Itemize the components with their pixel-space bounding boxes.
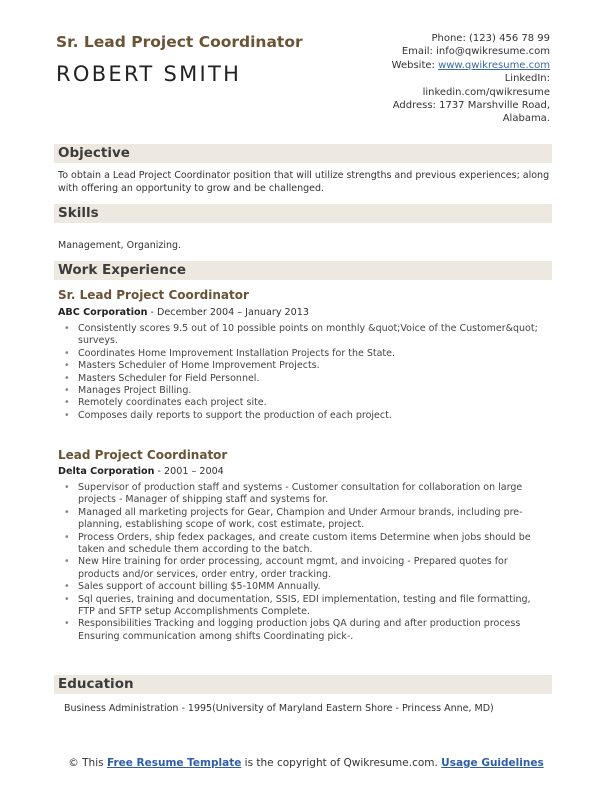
job-1-dates: - December 2004 – January 2013 [147, 307, 309, 318]
work-experience-title: Work Experience [58, 262, 186, 278]
work-experience-header [54, 261, 552, 280]
job-1-company: ABC Corporation [58, 307, 148, 318]
phone-value: (123) 456 78 99 [469, 33, 550, 44]
header-job-title: Sr. Lead Project Coordinator [56, 33, 303, 51]
list-item: • Coordinates Home Improvement Installation Projects for the State. [58, 348, 548, 360]
list-item: • Sql queries, training and documentation, SSIS, EDI implementation, testing and file formatting, FTP and SFTP setup Accomplishments Complete. [58, 594, 548, 619]
list-item: • Process Orders, ship fedex packages, and create custom items Determine when jobs should be taken and schedule them according to the batch. [58, 532, 548, 557]
contact-linkedin-value: linkedin.com/qwikresume [422, 86, 550, 98]
list-item: • Masters Scheduler of Home Improvement Projects. [58, 360, 548, 372]
footer [60, 757, 552, 770]
list-item: • New Hire training for order processing, account mgmt, and invoicing - Prepared quotes for products and/or services, order entry, order tracking. [58, 556, 548, 581]
job-2-company: Delta Corporation [58, 466, 155, 477]
list-item: • Remotely coordinates each project site. [58, 397, 548, 409]
job-2-dates: - 2001 – 2004 [154, 466, 224, 477]
footer-middle: is the copyright of Qwikresume.com. [241, 757, 442, 769]
email-value: info@qwikresume.com [436, 46, 550, 58]
website-link[interactable]: www.qwikresume.com [438, 59, 550, 71]
education-text: Business Administration - 1995(University of Maryland Eastern Shore - Princess Anne, MD) [64, 703, 494, 714]
contact-address-line2: Alabama. [502, 113, 550, 125]
job-1-company-line [58, 307, 309, 318]
list-item: • Supervisor of production staff and systems - Customer consultation for collaboration on large projects - Manager of shipping staff and systems for. [58, 482, 548, 507]
job-2-company-line [58, 466, 224, 477]
skills-title: Skills [58, 205, 99, 221]
contact-block [310, 32, 550, 126]
job-1-duties [58, 323, 548, 422]
address-line1: 1737 Marshville Road, [439, 100, 550, 112]
email-label: Email: [401, 46, 433, 58]
education-title: Education [58, 676, 134, 692]
list-item: • Managed all marketing projects for Gear, Champion and Under Armour brands, including pre-planning, establishing scope of work, cost estimate, project. [58, 507, 548, 532]
list-item: • Consistently scores 9.5 out of 10 possible points on monthly &quot;Voice of the Customer&quot; surveys. [58, 323, 548, 348]
contact-website [310, 59, 550, 72]
address-label: Address: [392, 100, 436, 112]
list-item: • Composes daily reports to support the production of each project. [58, 410, 548, 422]
footer-prefix: © This [68, 757, 107, 769]
list-item: • Responsibilities Tracking and logging production jobs QA during and after production process Ensuring communication among shifts Coordinating pick-. [58, 618, 548, 643]
list-item: • Sales support of account billing $5-10MM Annually. [58, 581, 548, 593]
phone-label: Phone: [431, 33, 466, 44]
usage-guidelines-link[interactable]: Usage Guidelines [441, 757, 544, 769]
contact-address [310, 99, 550, 112]
candidate-name: ROBERT SMITH [56, 62, 242, 86]
contact-email [310, 45, 550, 58]
list-item: • Manages Project Billing. [58, 385, 548, 397]
education-header [54, 675, 552, 694]
job-2-duties [58, 482, 548, 643]
list-item: • Masters Scheduler for Field Personnel. [58, 373, 548, 385]
free-resume-template-link[interactable]: Free Resume Template [106, 757, 242, 769]
objective-header [54, 144, 552, 163]
website-label: Website: [391, 59, 435, 71]
job-1-title: Sr. Lead Project Coordinator [58, 288, 249, 302]
skills-header [54, 204, 552, 223]
objective-title: Objective [58, 145, 130, 161]
job-2-title: Lead Project Coordinator [58, 448, 228, 462]
contact-phone [310, 32, 550, 45]
objective-text: To obtain a Lead Project Coordinator position that will utilize strengths and previous experiences; along with offering an opportunity to grow and be challenged. [58, 170, 550, 194]
skills-text: Management, Organizing. [58, 240, 182, 251]
contact-linkedin-label: LinkedIn: [504, 73, 550, 85]
